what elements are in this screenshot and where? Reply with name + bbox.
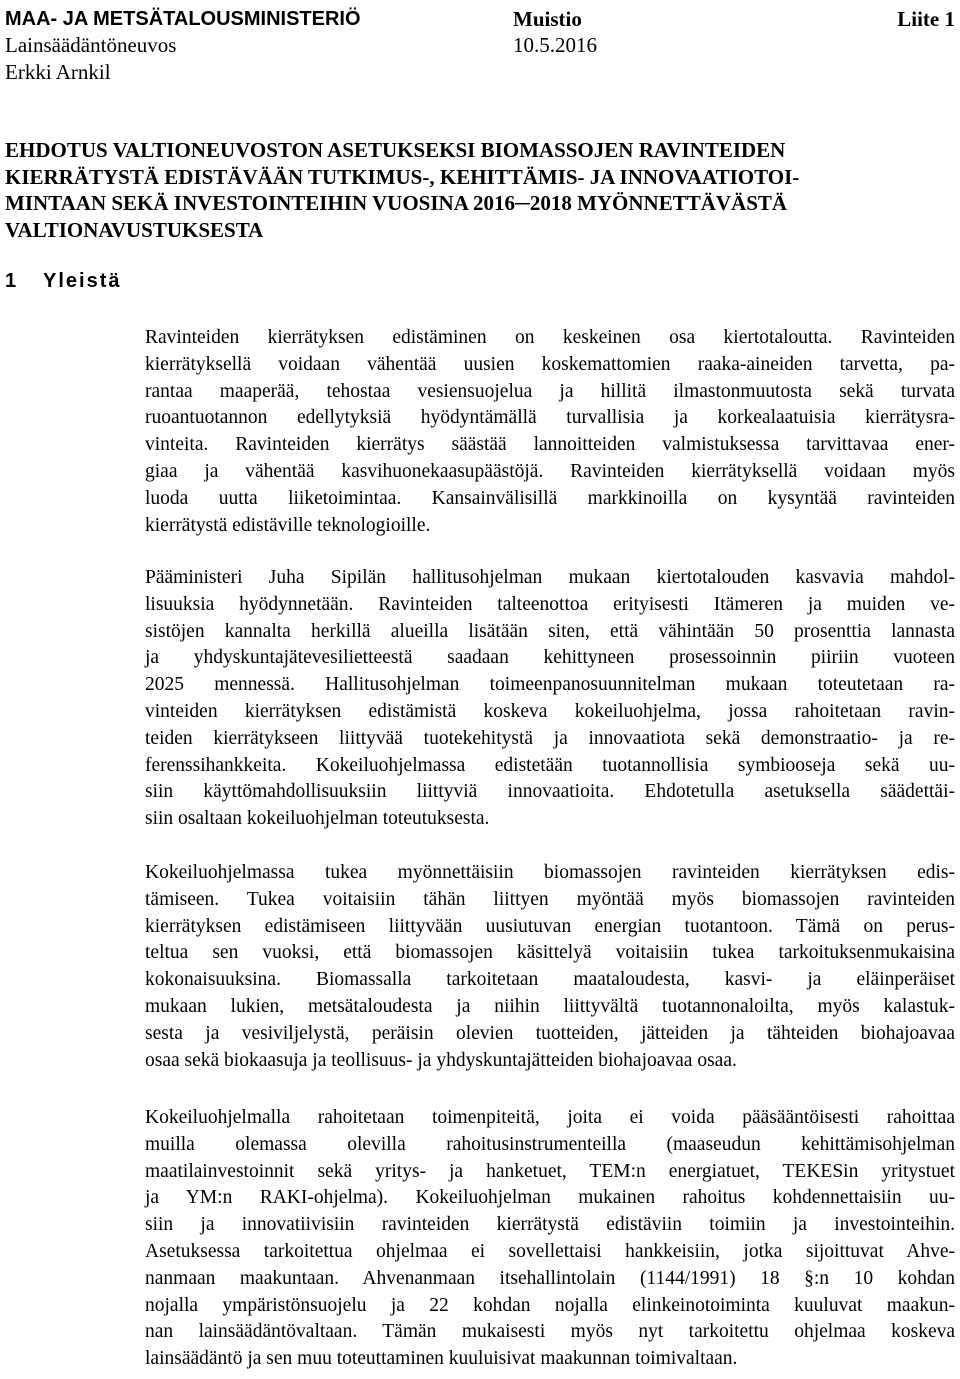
paragraph (145, 1105, 955, 1373)
header-row-3 (5, 59, 955, 85)
paragraph-line: mukaan lukien, metsätaloudesta ja niihin liittyvältä tuotannonaloilta, myös kalastuk- (145, 995, 955, 1017)
document-type: Muistio (513, 7, 582, 31)
paragraph-line: Ravinteiden kierrätyksen edistäminen on keskeinen osa kiertotaloutta. Ravinteiden (145, 327, 955, 348)
paragraph-line: siin ja innovatiivisiin ravinteiden kierrätystä edistäviin toimiin ja investointeihin. (145, 1214, 955, 1236)
paragraph-line: Kokeiluohjelmassa tukea myönnettäisiin biomassojen ravinteiden kierrätyksen edis- (145, 862, 955, 883)
section-title: Yleistä (43, 270, 122, 292)
title-line: EHDOTUS VALTIONEUVOSTON ASETUKSEKSI BIOMASSOJEN RAVINTEIDEN (5, 138, 786, 162)
paragraph (145, 565, 955, 833)
document-title (5, 137, 955, 243)
paragraph-line: lainsäädäntö ja sen muu toteuttaminen kuuluisivat maakunnan toimivaltaan. (145, 1348, 738, 1370)
paragraph (145, 325, 955, 539)
header-row-1 (5, 6, 955, 32)
department-title: Lainsäädäntöneuvos (5, 33, 177, 57)
paragraph-line: Asetuksessa tarkoitettua ohjelmaa ei sovellettaisi hankkeisiin, jotka sijoittuvat Ahve- (145, 1240, 955, 1262)
paragraph (145, 860, 955, 1074)
paragraph-line: maatilainvestoinnit sekä yritys- ja hanketuet, TEM:n energiatuet, TEKESin yritystuet (145, 1160, 955, 1182)
paragraph-line: lisuuksia hyödynnetään. Ravinteiden talteenottoa erityisesti Itämeren ja muiden ve- (145, 593, 955, 615)
paragraph-line: kierrätyksen edistämiseen liittyvään uusiutuvan energian tuotantoon. Tämä on perus- (145, 915, 955, 937)
paragraph-line: sistöjen kannalta herkillä alueilla lisätään siten, että vähintään 50 prosenttia lannasta (145, 620, 955, 642)
section-heading (5, 270, 121, 293)
paragraph-line: kokonaisuuksina. Biomassalla tarkoitetaan maataloudesta, kasvi- ja eläinperäiset (145, 969, 955, 991)
paragraph-line: luoda uutta liiketoimintaa. Kansainvälisillä markkinoilla on kysyntää ravinteiden (145, 487, 955, 509)
author-name: Erkki Arnkil (5, 60, 111, 84)
paragraph-line: rantaa maaperää, tehostaa vesiensuojelua ja hillitä ilmastonmuutosta sekä turvata (145, 380, 955, 402)
paragraph-line: Kokeiluohjelmalla rahoitetaan toimenpiteitä, joita ei voida pääsääntöisesti rahoittaa (145, 1107, 955, 1128)
document-date: 10.5.2016 (513, 33, 597, 57)
paragraph-line: 2025 mennessä. Hallitusohjelman toimeenpanosuunnitelman mukaan toteutetaan ra- (145, 674, 955, 696)
header-row-2 (5, 32, 955, 58)
paragraph-line: vinteiden kierrätyksen edistämistä koskeva kokeiluohjelma, jossa rahoitetaan ravin- (145, 700, 955, 722)
paragraph-line: muilla olemassa olevilla rahoitusinstrumenteilla (maaseudun kehittämisohjelman (145, 1133, 955, 1155)
paragraph-line: ja yhdyskuntajätevesilietteestä saadaan kehittyneen prosessoinnin piiriin vuoteen (145, 647, 955, 669)
title-line: VALTIONAVUSTUKSESTA (5, 217, 264, 242)
section-number: 1 (5, 270, 17, 292)
ministry-name: MAA- JA METSÄTALOUSMINISTERIÖ (5, 8, 361, 30)
title-line: KIERRÄTYSTÄ EDISTÄVÄÄN TUTKIMUS-, KEHITTÄMIS- JA INNOVAATIOTOI- (5, 164, 800, 189)
paragraph-line: sesta ja vesiviljelystä, peräisin olevien tuotteiden, jätteiden ja tähteiden biohajoavaa (145, 1022, 955, 1044)
paragraph-line: ruoantuotannon edellytyksiä hyödyntämällä turvallisia ja korkealaatuisia kierrätysra- (145, 407, 955, 429)
paragraph-line: kierrätystä edistäville teknologioille. (145, 514, 431, 536)
paragraph-line: tämiseen. Tukea voitaisiin tähän liittyen myöntää myös biomassojen ravinteiden (145, 888, 955, 910)
title-line: MINTAAN SEKÄ INVESTOINTEIHIN VUOSINA 2016─2018 MYÖNNETTÄVÄSTÄ (5, 191, 788, 215)
paragraph-line: teiden kierrätykseen liittyvää tuotekehitystä ja innovaatiota sekä demonstraatio- ja re- (145, 727, 955, 749)
paragraph-line: ja YM:n RAKI-ohjelma). Kokeiluohjelman mukainen rahoitus kohdennettaisiin uu- (145, 1187, 955, 1209)
paragraph-line: nan lainsäädäntövaltaan. Tämän mukaisesti myös nyt tarkoitettu ohjelmaa koskeva (145, 1321, 955, 1343)
paragraph-line: nanmaan maakuntaan. Ahvenanmaan itsehallintolain (1144/1991) 18 §:n 10 kohdan (145, 1267, 955, 1289)
paragraph-line: vinteita. Ravinteiden kierrätys säästää lannoitteiden valmistuksessa tarvittavaa ener- (145, 434, 955, 456)
paragraph-line: siin osaltaan kokeiluohjelman toteutuksesta. (145, 808, 490, 830)
attachment-label: Liite 1 (897, 7, 955, 31)
paragraph-line: kierrätyksellä voidaan vähentää uusien koskemattomien raaka-aineiden tarvetta, pa- (145, 353, 955, 375)
paragraph-line: teltua sen vuoksi, että biomassojen käsittelyä voitaisiin tukea tarkoituksenmukaisina (145, 942, 955, 964)
paragraph-line: ferenssihankkeita. Kokeiluohjelmassa edistetään tuotannollisia symbiooseja sekä uu- (145, 754, 955, 776)
paragraph-line: Pääministeri Juha Sipilän hallitusohjelman mukaan kiertotalouden kasvavia mahdol- (145, 567, 955, 588)
paragraph-line: nojalla ympäristönsuojelu ja 22 kohdan nojalla elinkeinotoiminta kuuluvat maakun- (145, 1294, 955, 1316)
paragraph-line: osaa sekä biokaasuja ja teollisuus- ja yhdyskuntajätteiden biohajoavaa osaa. (145, 1049, 737, 1071)
paragraph-line: siin käyttömahdollisuuksiin liittyviä innovaatioita. Ehdotetulla asetuksella säädettäi- (145, 781, 955, 803)
paragraph-line: giaa ja vähentää kasvihuonekaasupäästöjä. Ravinteiden kierrätyksellä voidaan myös (145, 460, 955, 482)
